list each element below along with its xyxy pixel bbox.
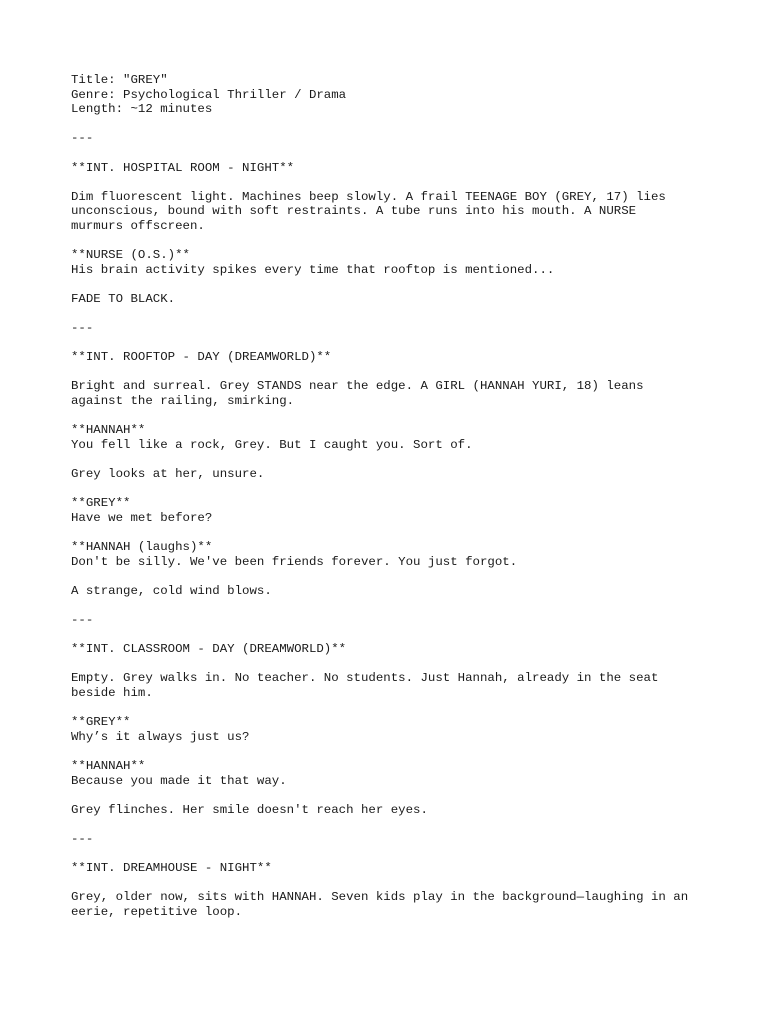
script-line: unconscious, bound with soft restraints. A tube runs into his mouth. A NURSE — [71, 204, 637, 219]
script-paragraph — [71, 131, 711, 146]
script-line: **INT. HOSPITAL ROOM - NIGHT** — [71, 160, 295, 175]
script-paragraph — [71, 584, 711, 599]
script-line: against the railing, smirking. — [71, 394, 295, 409]
script-paragraph — [71, 73, 711, 117]
script-line: Length: ~12 minutes — [71, 102, 213, 117]
script-line: You fell like a rock, Grey. But I caught you. Sort of. — [71, 437, 473, 452]
script-paragraph — [71, 496, 711, 525]
script-paragraph — [71, 642, 711, 657]
script-paragraph — [71, 890, 711, 919]
script-line: **GREY** — [71, 496, 131, 511]
script-line: FADE TO BLACK. — [71, 291, 176, 306]
script-line: --- — [71, 321, 94, 336]
script-line: Genre: Psychological Thriller / Drama — [71, 87, 347, 102]
script-line: **INT. ROOFTOP - DAY (DREAMWORLD)** — [71, 350, 332, 365]
script-paragraph — [71, 671, 711, 700]
script-line: Why’s it always just us? — [71, 729, 250, 744]
script-line: --- — [71, 612, 94, 627]
script-paragraph — [71, 321, 711, 336]
script-paragraph — [71, 190, 711, 234]
script-page — [71, 73, 711, 934]
script-line: --- — [71, 831, 94, 846]
script-paragraph — [71, 832, 711, 847]
script-line: eerie, repetitive loop. — [71, 904, 243, 919]
script-line: **GREY** — [71, 715, 131, 730]
script-paragraph — [71, 423, 711, 452]
script-line: beside him. — [71, 685, 153, 700]
script-line: Grey, older now, sits with HANNAH. Seven kids play in the background—laughing in an — [71, 890, 689, 905]
script-line: Bright and surreal. Grey STANDS near the edge. A GIRL (HANNAH YURI, 18) leans — [71, 379, 644, 394]
script-paragraph — [71, 248, 711, 277]
script-paragraph — [71, 861, 711, 876]
script-line: A strange, cold wind blows. — [71, 583, 272, 598]
script-paragraph — [71, 350, 711, 365]
script-line: Title: "GREY" — [71, 73, 168, 87]
script-paragraph — [71, 161, 711, 176]
script-paragraph — [71, 292, 711, 307]
script-paragraph — [71, 467, 711, 482]
script-paragraph — [71, 715, 711, 744]
script-line: Empty. Grey walks in. No teacher. No students. Just Hannah, already in the seat — [71, 671, 659, 686]
script-line: **INT. DREAMHOUSE - NIGHT** — [71, 861, 272, 876]
script-line: Grey flinches. Her smile doesn't reach her eyes. — [71, 802, 428, 817]
script-line: **HANNAH (laughs)** — [71, 540, 213, 554]
script-paragraph — [71, 613, 711, 628]
script-line: **HANNAH** — [71, 758, 146, 773]
script-line: **HANNAH** — [71, 423, 146, 438]
script-paragraph — [71, 759, 711, 788]
script-line: --- — [71, 131, 94, 146]
script-paragraph — [71, 540, 711, 569]
script-line: His brain activity spikes every time that rooftop is mentioned... — [71, 262, 555, 277]
script-line: **NURSE (O.S.)** — [71, 248, 190, 263]
script-line: Don't be silly. We've been friends forever. You just forgot. — [71, 554, 518, 569]
script-paragraph — [71, 379, 711, 408]
script-line: Have we met before? — [71, 510, 213, 525]
script-paragraph — [71, 803, 711, 818]
script-line: Dim fluorescent light. Machines beep slowly. A frail TEENAGE BOY (GREY, 17) lies — [71, 189, 666, 204]
script-line: Grey looks at her, unsure. — [71, 467, 265, 482]
script-line: murmurs offscreen. — [71, 218, 205, 233]
script-line: Because you made it that way. — [71, 773, 287, 788]
script-line: **INT. CLASSROOM - DAY (DREAMWORLD)** — [71, 642, 347, 657]
